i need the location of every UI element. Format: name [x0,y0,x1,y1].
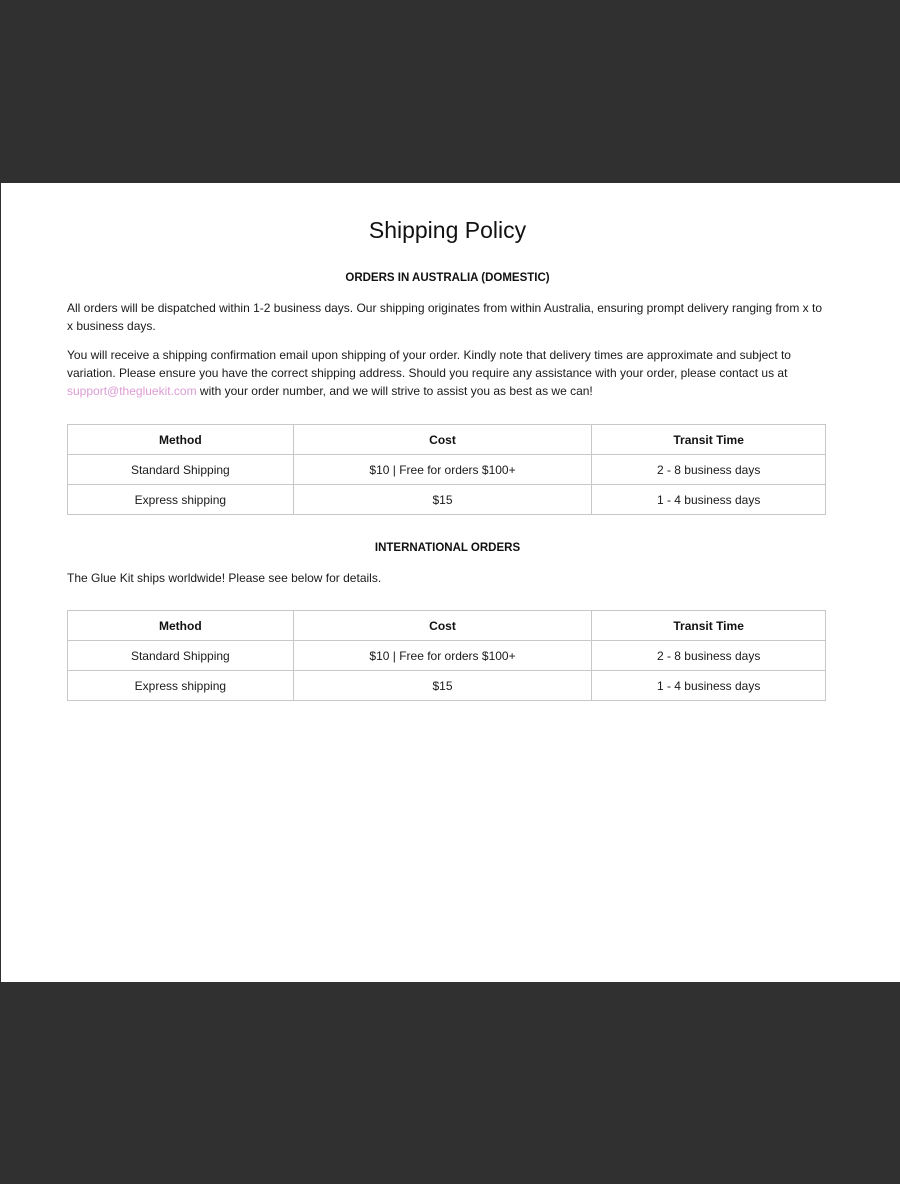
header-cost: Cost [293,425,592,455]
cell-cost: $15 [293,671,592,701]
domestic-shipping-table [67,424,826,515]
international-shipping-table [67,610,826,701]
document-page [1,183,900,982]
cell-method: Standard Shipping [68,641,294,671]
table-row [68,455,826,485]
domestic-paragraph-1: All orders will be dispatched within 1-2 business days. Our shipping originates from within Australia, ensuring prompt delivery ranging from x to x business days. [67,301,823,333]
header-cost: Cost [293,611,592,641]
header-transit-time: Transit Time [592,425,826,455]
cell-transit-time: 2 - 8 business days [592,455,826,485]
table-row [68,671,826,701]
table-row [68,641,826,671]
support-email-link[interactable]: support@thegluekit.com [67,384,197,398]
table-row [68,485,826,515]
header-method: Method [68,611,294,641]
cell-cost: $15 [293,485,592,515]
page-title: Shipping Policy [368,217,527,243]
header-transit-time: Transit Time [592,611,826,641]
international-paragraph: The Glue Kit ships worldwide! Please see below for details. [67,571,382,585]
table-header-row [68,425,826,455]
domestic-heading: ORDERS IN AUSTRALIA (DOMESTIC) [345,272,550,284]
cell-method: Express shipping [68,485,294,515]
cell-transit-time: 2 - 8 business days [592,641,826,671]
international-heading: INTERNATIONAL ORDERS [374,542,521,554]
cell-transit-time: 1 - 4 business days [592,485,826,515]
cell-transit-time: 1 - 4 business days [592,671,826,701]
cell-method: Express shipping [68,671,294,701]
domestic-paragraph-2-text-after: with your order number, and we will strive to assist you as best as we can! [196,384,593,398]
cell-method: Standard Shipping [68,455,294,485]
cell-cost: $10 | Free for orders $100+ [293,641,592,671]
cell-cost: $10 | Free for orders $100+ [293,455,592,485]
domestic-paragraph-2-text-before: You will receive a shipping confirmation email upon shipping of your order. Kindly note that delivery times are approximate and subject to variation. Please ensure you have the correct shipping address. Should you require any assistance with your order, please contact us at [67,348,791,380]
header-method: Method [68,425,294,455]
table-header-row [68,611,826,641]
domestic-paragraph-2 [67,346,827,400]
